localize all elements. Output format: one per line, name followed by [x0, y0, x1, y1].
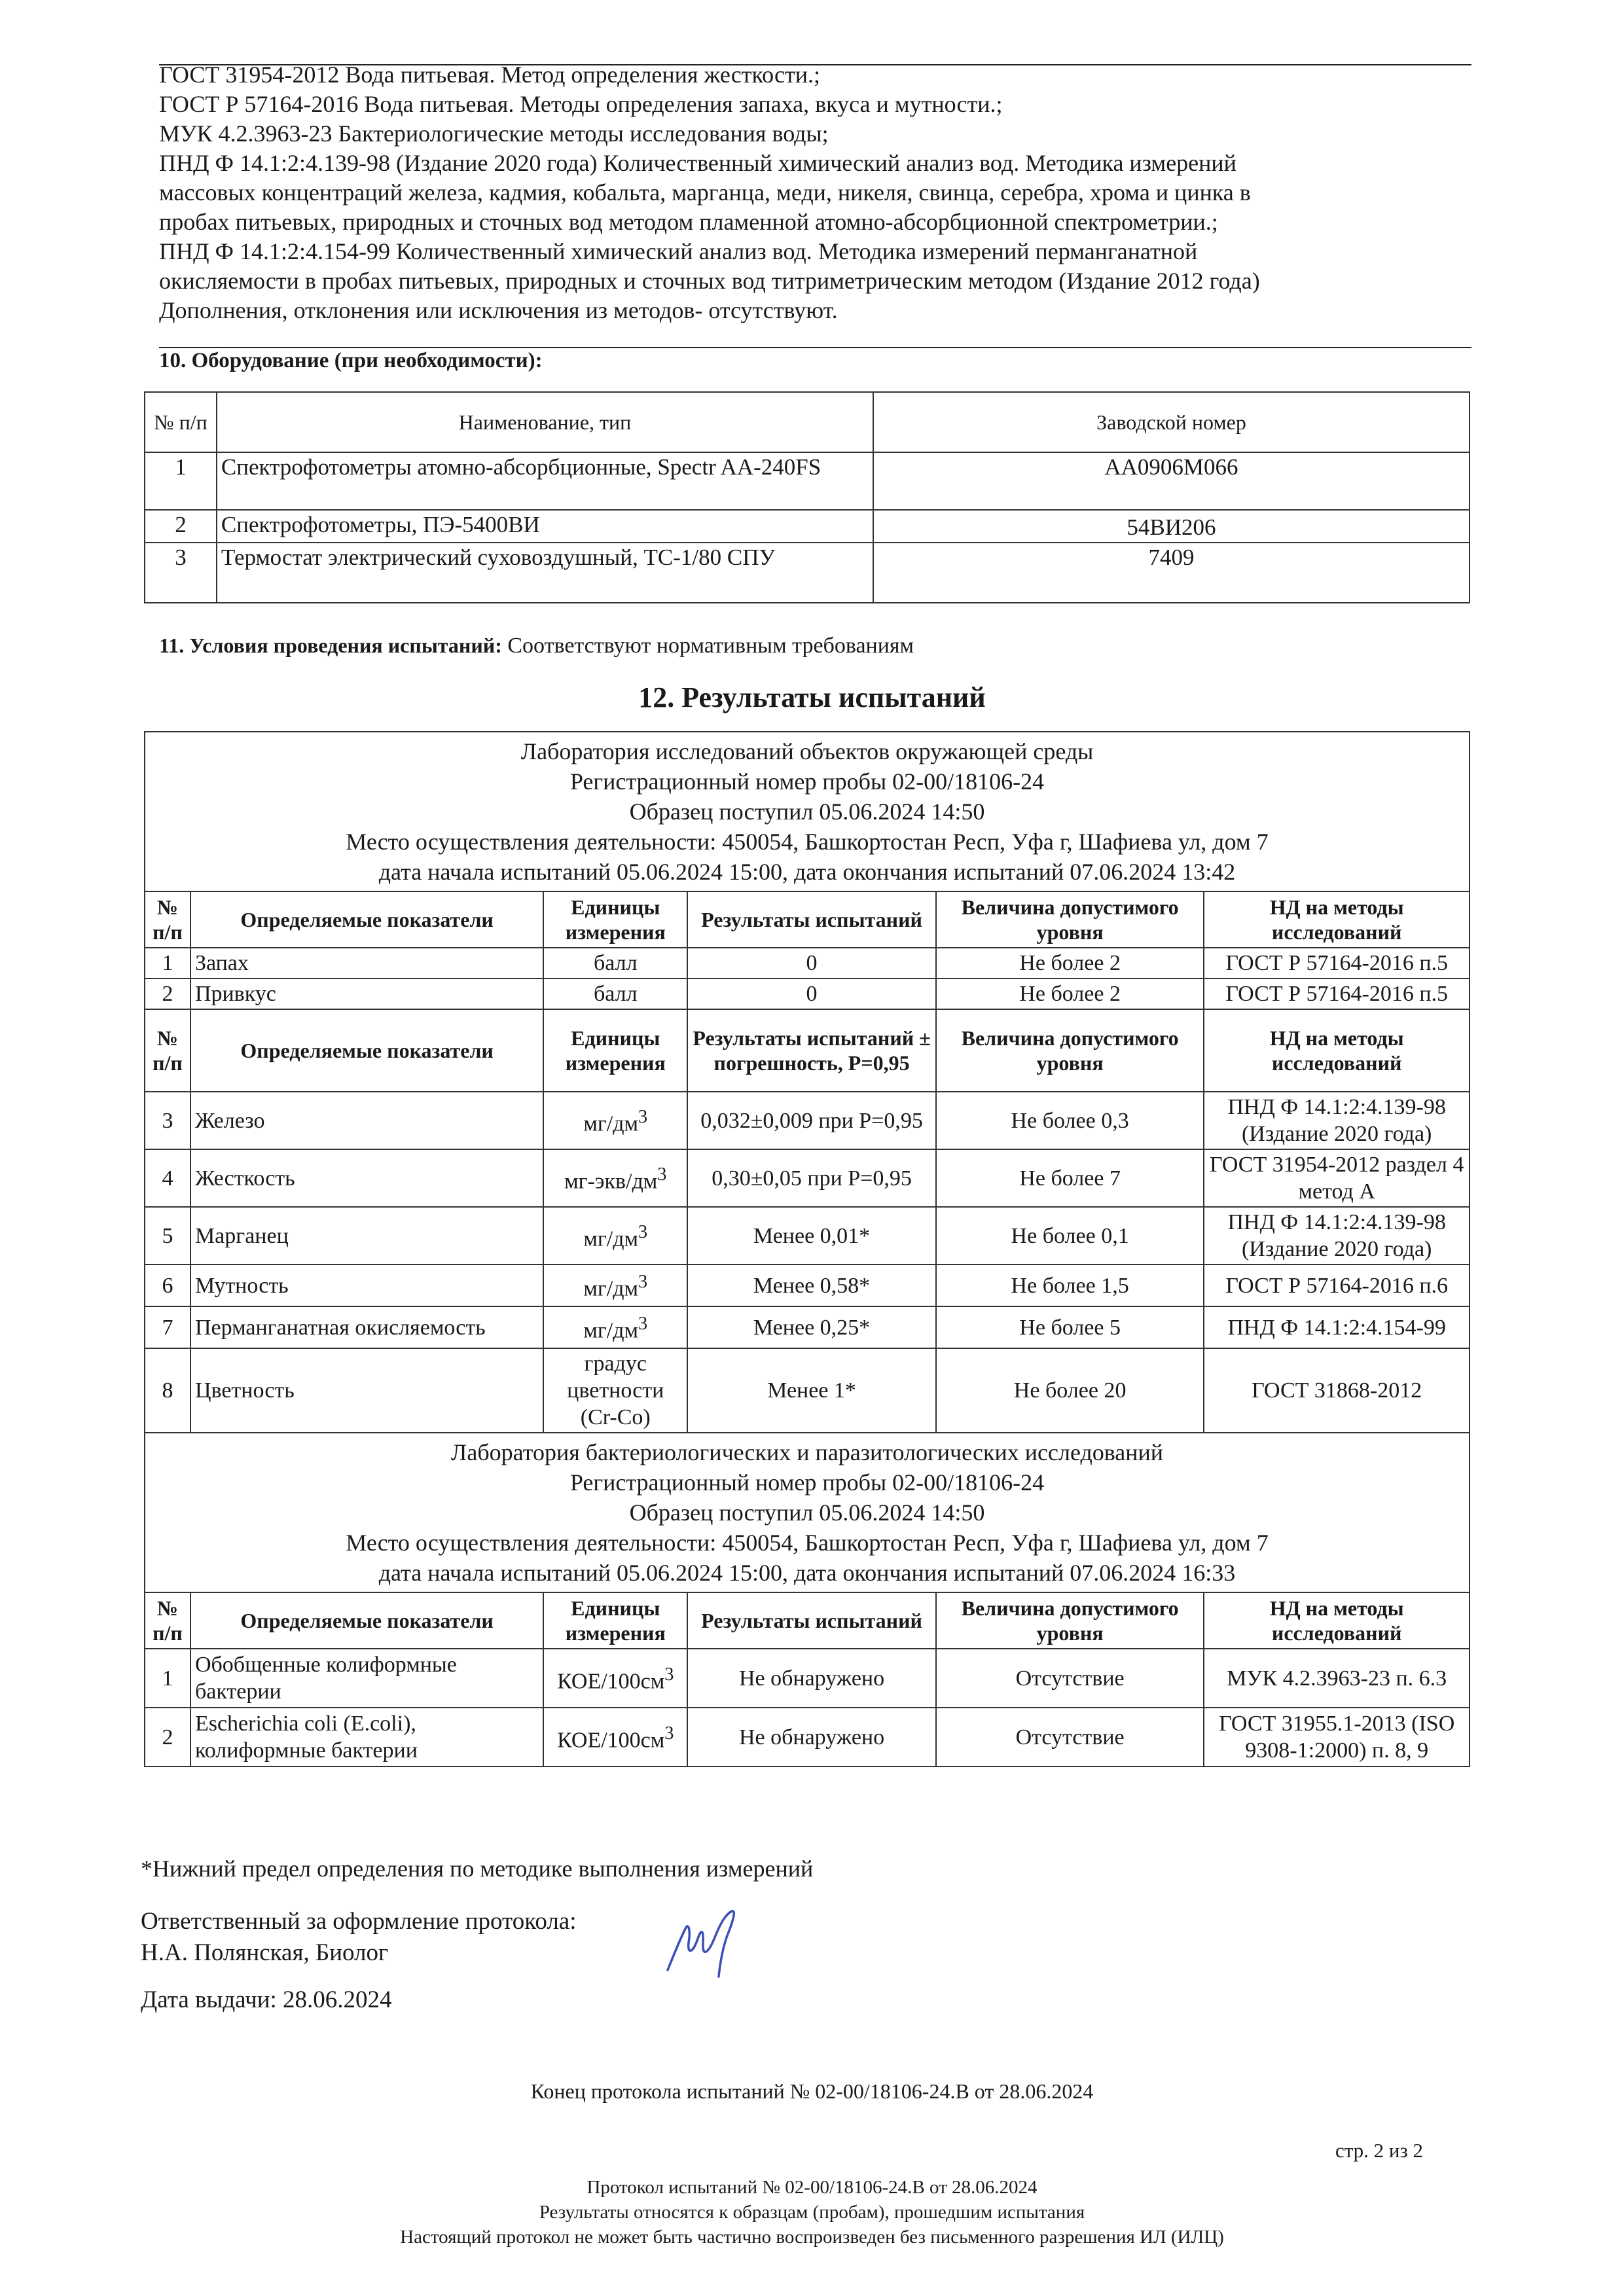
col-method: НД на методы исследований — [1204, 1009, 1470, 1092]
signature-stroke — [668, 1911, 734, 1977]
unit-text: мг-экв/дм — [564, 1169, 658, 1194]
unit-exponent: 3 — [664, 1664, 674, 1685]
table-row — [145, 1306, 1470, 1348]
row-unit — [543, 1708, 687, 1767]
table-row — [145, 452, 1470, 510]
unit-exponent: 3 — [638, 1222, 648, 1243]
row-indicator: Железо — [190, 1092, 543, 1149]
lab2-header-line: Место осуществления деятельности: 450054, Башкортостан Респ, Уфа г, Шафиева ул, дом 7 — [346, 1530, 1269, 1556]
conditions-value: Соответствуют нормативным требованиям — [507, 634, 914, 658]
row-num: 1 — [145, 1649, 190, 1708]
lab1-header-row — [145, 732, 1470, 891]
table-row — [145, 1207, 1470, 1265]
table-row — [145, 1708, 1470, 1767]
col-result: Результаты испытаний — [687, 1592, 936, 1649]
methods-list — [159, 60, 1471, 325]
row-unit: градус цветности (Cr-Co) — [543, 1348, 687, 1433]
row-unit — [543, 1265, 687, 1306]
footer-line: Результаты относятся к образцам (пробам), прошедшим испытания — [539, 2202, 1085, 2223]
footer-line: Протокол испытаний № 02-00/18106-24.В от 28.06.2024 — [586, 2177, 1038, 2198]
col-num: № п/п — [145, 891, 190, 948]
row-num: 8 — [145, 1348, 190, 1433]
row-unit — [543, 1092, 687, 1149]
methods-line: Дополнения, отклонения или исключения из методов- отсутствуют. — [159, 297, 838, 323]
equipment-title: 10. Оборудование (при необходимости): — [159, 349, 543, 372]
row-indicator: Жесткость — [190, 1149, 543, 1207]
equipment-name: Термостат электрический суховоздушный, ТС-1/80 СПУ — [217, 543, 873, 603]
methods-line: ГОСТ Р 57164-2016 Вода питьевая. Методы определения запаха, вкуса и мутности.; — [159, 91, 1003, 117]
row-method: ПНД Ф 14.1:2:4.154-99 — [1204, 1306, 1470, 1348]
lab2-header-line: Лаборатория бактериологических и паразитологических исследований — [450, 1439, 1164, 1465]
row-method: ГОСТ Р 57164-2016 п.5 — [1204, 978, 1470, 1009]
methods-line: ПНД Ф 14.1:2:4.139-98 (Издание 2020 года) Количественный химический анализ вод. Методика измерений — [159, 150, 1236, 176]
row-num: 4 — [145, 1149, 190, 1207]
issue-date: Дата выдачи: 28.06.2024 — [141, 1986, 392, 2013]
lab1-header — [145, 732, 1470, 891]
row-method: ГОСТ Р 57164-2016 п.5 — [1204, 948, 1470, 978]
equipment-serial: 54ВИ206 — [873, 510, 1470, 543]
responsible-label: Ответственный за оформление протокола: — [141, 1908, 577, 1935]
signature — [655, 1892, 759, 1990]
col-method: НД на методы исследований — [1204, 1592, 1470, 1649]
row-unit — [543, 1149, 687, 1207]
methods-line: массовых концентраций железа, кадмия, кобальта, марганца, меди, никеля, свинца, серебра, хрома и цинка в — [159, 179, 1251, 206]
row-method: ГОСТ 31868-2012 — [1204, 1348, 1470, 1433]
row-indicator: Escherichia coli (E.coli), колиформные бактерии — [190, 1708, 543, 1767]
row-result: Менее 0,25* — [687, 1306, 936, 1348]
unit-exponent: 3 — [638, 1107, 648, 1128]
col-limit: Величина допустимого уровня — [936, 1009, 1204, 1092]
footnote: *Нижний предел определения по методике выполнения измерений — [141, 1856, 814, 1882]
row-result: 0 — [687, 978, 936, 1009]
unit-exponent: 3 — [664, 1723, 674, 1744]
col-unit: Единицы измерения — [543, 891, 687, 948]
equipment-name: Спектрофотометры, ПЭ-5400ВИ — [217, 510, 873, 543]
equipment-serial: 7409 — [873, 543, 1470, 603]
responsible-person — [141, 1906, 577, 1969]
end-of-protocol: Конец протокола испытаний № 02-00/18106-24.В от 28.06.2024 — [530, 2079, 1094, 2103]
row-result: Не обнаружено — [687, 1708, 936, 1767]
methods-line: ПНД Ф 14.1:2:4.154-99 Количественный химический анализ вод. Методика измерений перманганатной — [159, 238, 1198, 264]
row-method: ГОСТ 31954-2012 раздел 4 метод А — [1204, 1149, 1470, 1207]
row-result: 0 — [687, 948, 936, 978]
conditions-label: 11. Условия проведения испытаний: — [159, 634, 502, 657]
col-indicator: Определяемые показатели — [190, 891, 543, 948]
row-unit — [543, 1649, 687, 1708]
lab2-header-row — [145, 1433, 1470, 1592]
equipment-name: Спектрофотометры атомно-абсорбционные, Spectr AA-240FS — [217, 452, 873, 510]
lab1-header-line: Лаборатория исследований объектов окружающей среды — [520, 738, 1094, 764]
unit-text: мг/дм — [583, 1111, 639, 1136]
row-result: Менее 0,58* — [687, 1265, 936, 1306]
row-method: ПНД Ф 14.1:2:4.139-98 (Издание 2020 года) — [1204, 1207, 1470, 1265]
row-result: Менее 0,01* — [687, 1207, 936, 1265]
equipment-col-num: № п/п — [145, 392, 217, 452]
unit-exponent: 3 — [638, 1314, 648, 1335]
equipment-table — [144, 391, 1470, 603]
lab2-header-line: Регистрационный номер пробы 02-00/18106-24 — [569, 1469, 1045, 1496]
row-num: 6 — [145, 1265, 190, 1306]
lab1-col-headers-a — [145, 891, 1470, 948]
row-method: МУК 4.2.3963-23 п. 6.3 — [1204, 1649, 1470, 1708]
lab2-header-line: дата начала испытаний 05.06.2024 15:00, дата окончания испытаний 07.06.2024 16:33 — [378, 1560, 1236, 1586]
col-unit: Единицы измерения — [543, 1009, 687, 1092]
col-method: НД на методы исследований — [1204, 891, 1470, 948]
row-result: 0,30±0,05 при P=0,95 — [687, 1149, 936, 1207]
row-limit: Не более 2 — [936, 948, 1204, 978]
test-conditions — [159, 634, 914, 658]
col-indicator: Определяемые показатели — [190, 1592, 543, 1649]
row-num: 5 — [145, 1207, 190, 1265]
table-row — [145, 978, 1470, 1009]
row-indicator: Обобщенные колиформные бактерии — [190, 1649, 543, 1708]
section-rule — [159, 347, 1471, 348]
table-row — [145, 1348, 1470, 1433]
row-method: ГОСТ 31955.1-2013 (ISO 9308-1:2000) п. 8, 9 — [1204, 1708, 1470, 1767]
table-row — [145, 948, 1470, 978]
row-limit: Не более 2 — [936, 978, 1204, 1009]
row-indicator: Мутность — [190, 1265, 543, 1306]
methods-line: МУК 4.2.3963-23 Бактериологические методы исследования воды; — [159, 120, 829, 147]
equipment-serial: AA0906M066 — [873, 452, 1470, 510]
col-num: № п/п — [145, 1592, 190, 1649]
equipment-col-serial: Заводской номер — [873, 392, 1470, 452]
equipment-num: 3 — [145, 543, 217, 603]
table-row — [145, 1649, 1470, 1708]
row-indicator: Перманганатная окисляемость — [190, 1306, 543, 1348]
results-table — [144, 731, 1470, 1767]
row-limit: Не более 1,5 — [936, 1265, 1204, 1306]
table-row — [145, 543, 1470, 603]
equipment-col-name: Наименование, тип — [217, 392, 873, 452]
equipment-num: 2 — [145, 510, 217, 543]
row-unit — [543, 1207, 687, 1265]
row-limit: Не более 0,1 — [936, 1207, 1204, 1265]
row-num: 2 — [145, 1708, 190, 1767]
table-row — [145, 510, 1470, 543]
table-row — [145, 1265, 1470, 1306]
row-limit: Отсутствие — [936, 1649, 1204, 1708]
row-num: 2 — [145, 978, 190, 1009]
row-limit: Не более 20 — [936, 1348, 1204, 1433]
row-num: 1 — [145, 948, 190, 978]
row-result: 0,032±0,009 при P=0,95 — [687, 1092, 936, 1149]
row-limit: Не более 5 — [936, 1306, 1204, 1348]
row-indicator: Марганец — [190, 1207, 543, 1265]
row-limit: Не более 7 — [936, 1149, 1204, 1207]
unit-text: мг/дм — [583, 1227, 639, 1251]
unit-text: КОЕ/100см — [557, 1669, 665, 1694]
col-num: № п/п — [145, 1009, 190, 1092]
results-title: 12. Результаты испытаний — [638, 681, 986, 713]
unit-exponent: 3 — [638, 1272, 648, 1293]
row-result: Не обнаружено — [687, 1649, 936, 1708]
responsible-name: Н.А. Полянская, Биолог — [141, 1939, 389, 1966]
row-indicator: Привкус — [190, 978, 543, 1009]
lab1-header-line: Регистрационный номер пробы 02-00/18106-24 — [569, 768, 1045, 795]
unit-text: мг/дм — [583, 1318, 639, 1343]
methods-line: ГОСТ 31954-2012 Вода питьевая. Метод определения жесткости.; — [159, 62, 821, 88]
row-indicator: Цветность — [190, 1348, 543, 1433]
table-row — [145, 1149, 1470, 1207]
row-unit — [543, 1306, 687, 1348]
equipment-num: 1 — [145, 452, 217, 510]
lab1-header-line: дата начала испытаний 05.06.2024 15:00, дата окончания испытаний 07.06.2024 13:42 — [378, 859, 1236, 885]
col-limit: Величина допустимого уровня — [936, 1592, 1204, 1649]
lab1-header-line: Место осуществления деятельности: 450054, Башкортостан Респ, Уфа г, Шафиева ул, дом 7 — [346, 829, 1269, 855]
table-row — [145, 1092, 1470, 1149]
row-result: Менее 1* — [687, 1348, 936, 1433]
col-indicator: Определяемые показатели — [190, 1009, 543, 1092]
row-limit: Не более 0,3 — [936, 1092, 1204, 1149]
col-unit: Единицы измерения — [543, 1592, 687, 1649]
row-method: ПНД Ф 14.1:2:4.139-98 (Издание 2020 года) — [1204, 1092, 1470, 1149]
lab2-header-line: Образец поступил 05.06.2024 14:50 — [629, 1499, 985, 1526]
unit-text: мг/дм — [583, 1276, 639, 1301]
page-footer — [0, 2175, 1624, 2250]
lab2-col-headers — [145, 1592, 1470, 1649]
row-num: 7 — [145, 1306, 190, 1348]
row-method: ГОСТ Р 57164-2016 п.6 — [1204, 1265, 1470, 1306]
methods-line: пробах питьевых, природных и сточных вод методом пламенной атомно-абсорбционной спектрометрии.; — [159, 209, 1218, 235]
row-unit: балл — [543, 948, 687, 978]
page-number: стр. 2 из 2 — [1335, 2139, 1424, 2162]
lab1-header-line: Образец поступил 05.06.2024 14:50 — [629, 798, 985, 825]
unit-text: КОЕ/100см — [557, 1728, 665, 1753]
row-limit: Отсутствие — [936, 1708, 1204, 1767]
footer-line: Настоящий протокол не может быть частично воспроизведен без письменного разрешения ИЛ (ИЛЦ) — [400, 2227, 1224, 2248]
lab2-header — [145, 1433, 1470, 1592]
row-num: 3 — [145, 1092, 190, 1149]
row-indicator: Запах — [190, 948, 543, 978]
row-unit: балл — [543, 978, 687, 1009]
methods-line: окисляемости в пробах питьевых, природных и сточных вод титриметрическим методом (Издание 2012 года) — [159, 268, 1260, 294]
col-limit: Величина допустимого уровня — [936, 891, 1204, 948]
lab1-col-headers-b — [145, 1009, 1470, 1092]
col-result: Результаты испытаний — [687, 891, 936, 948]
col-result: Результаты испытаний ± погрешность, P=0,95 — [687, 1009, 936, 1092]
unit-exponent: 3 — [657, 1164, 667, 1185]
